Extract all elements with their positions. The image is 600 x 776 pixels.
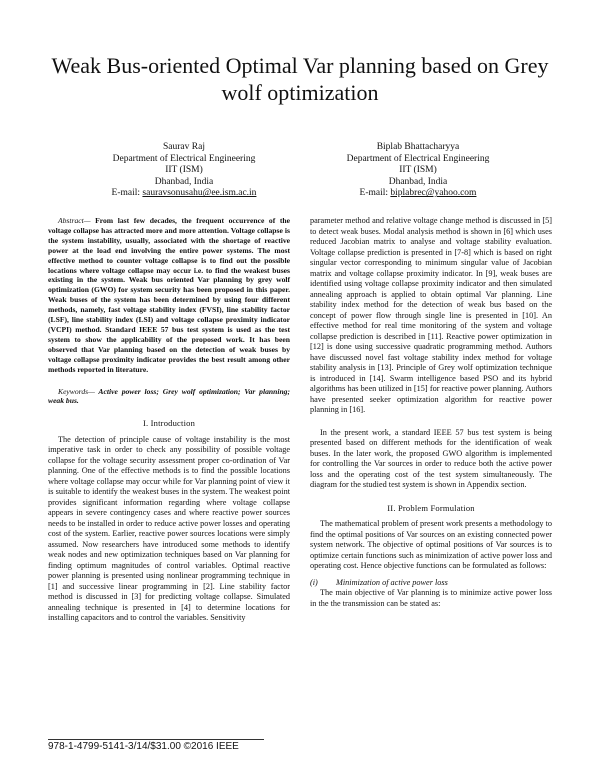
author-email-link[interactable]: sauravsonusahu@ee.ism.ac.in — [142, 188, 257, 199]
author-institute: IIT (ISM) — [399, 165, 437, 176]
email-label: E-mail: — [111, 188, 141, 199]
section-heading-introduction: I. Introduction — [142, 418, 196, 429]
author-institute: IIT (ISM) — [165, 165, 203, 176]
keywords-text: Active power loss; Grey wolf optimization; Var planning; weak bus. — [48, 386, 290, 406]
subsection-number: (i) — [310, 577, 318, 587]
author-email-line — [64, 188, 304, 200]
keywords-label: Keywords— — [58, 386, 95, 396]
author-city: Dhanbad, India — [154, 176, 214, 187]
author-name: Saurav Raj — [163, 142, 205, 152]
footer-rule — [48, 739, 264, 740]
subsection-title: Minimization of active power loss — [336, 577, 448, 587]
author-email-line — [298, 188, 538, 200]
subsection-paragraph: The main objective of Var planning is to minimize active power loss in the the transmission can be stated as: — [310, 588, 552, 608]
right-column — [310, 216, 552, 609]
intro-paragraph: The detection of principle cause of voltage instability is the most imperative task in order to check any possibility of possible voltage collapse for the voltage security assessment proper co-ordination of Var planning. One of the effective methods is to find the possible locations where voltage collapse may occur while for Var planning point of view it is suitable to identify the weakest buses in the system. The weakest point provides significant information regarding where voltage collapse appears in severe contingency cases and where reactive power sources needs to be installed in order to reduce active power losses and operating cost of the system. Earlier, reactive power sources locations were simply assumed. Now researchers have introduced some methods to identify weak nodes and new optimization techniques based on Var planning for finding optimum magnitudes of control variables. Optimal reactive power planning is presented using nonlinear programming technique in [1] and successive linear programming in [2]. Line stability factor method is discussed in [3] for predicting voltage collapse. Simulated annealing technique is presented in [4] to determine locations for installing capacitors and to control the variables. Sensitivity — [48, 434, 290, 623]
author-email-link[interactable]: biplabrec@yahoo.com — [390, 188, 477, 199]
present-work-paragraph: In the present work, a standard IEEE 57 bus test system is being presented based on different methods for the identification of weak buses. In the later work, the proposed GWO algorithm is implemented for controlling the Var sources in order to reduce both the active power loss and the operating cost of the test system simultaneously. The diagram for the studied test system is shown in Appendix section. — [310, 427, 552, 489]
abstract-label: Abstract— — [58, 216, 91, 225]
section-heading-problem-formulation: II. Problem Formulation — [387, 502, 475, 513]
author-block-1 — [64, 142, 304, 200]
copyright-footer: 978-1-4799-5141-3/14/$31.00 ©2016 IEEE — [48, 741, 239, 752]
author-block-2 — [298, 142, 538, 200]
keywords — [48, 387, 290, 407]
intro-continued-paragraph: parameter method and relative voltage change method is discussed in [5] to detect weak buses. Modal analysis method is shown in [6] which uses reduced Jacobian matrix to analyse and voltage stability evaluation. Voltage collapse prediction is presented in [7-8] which is based on right singular vector corresponding to minimum singular value of Jacobian matrix and voltage collapse proximity indicator. In [9], weak buses are identified using voltage collapse proximity indicator and then simulated annealing approach is applied to obtain optimal Var planning. Line stability index method for the detection of weak bus based on the concept of power flow through single line is presented in [10]. An effective method for real time monitoring of the system and voltage collapse prediction is described in [11]. Reactive power optimization in [12] is done using successive quadratic programming method. Authors have discussed novel fast voltage stability index method for voltage stability analysis in [13]. Principle of Grey wolf optimization technique is introduced in [14]. Swarm intelligence based PSO and its hybrid algorithms has been utilized in [15] for reactive power planning. Authors have presented seeker optimization algorithm for reactive power planning in [16]. — [310, 216, 552, 414]
paper-title: Weak Bus-oriented Optimal Var planning based on Grey wolf optimization — [51, 53, 549, 105]
problem-paragraph: The mathematical problem of present work presents a methodology to find the optimal positions of Var sources on an existing connected power system network. The objective of optimal positions of Var sources is to optimize certain functions such as minimization of active power loss and operating cost. Hence objective functions can be formulated as follows: — [310, 519, 552, 570]
left-column — [48, 216, 290, 624]
abstract — [48, 216, 290, 375]
abstract-text: From last few decades, the frequent occurrence of the voltage collapse has attracted more and more attention. Voltage collapse is the system instability, usually, associated with the shortage of reactive power at the load end involving the entire power systems. The most effective method to counter voltage collapse is to find out the possible locations where voltage collapse may occur i.e. to find the weakest buses existing in the system. Weak bus oriented Var planning by grey wolf optimization (GWO) for system security has been proposed in this paper. Weak buses of the system has been determined by using four different methods, namely, fast voltage stability index (FVSI), line stability factor (LSF), line stability index (LSI) and voltage collapse proximity indicator (VCPI) method. Standard IEEE 57 bus test system is used as the test system to show the applicability of the proposed work. It has been observed that Var planning based on the detection of weak buses by voltage collapse proximity indicator provides the best result among other methods reported in literature. — [48, 216, 290, 374]
author-name: Biplab Bhattacharyya — [376, 142, 460, 152]
author-city: Dhanbad, India — [388, 176, 448, 187]
email-label: E-mail: — [359, 188, 389, 199]
subsection-heading — [310, 578, 552, 589]
author-dept: Department of Electrical Engineering — [112, 153, 256, 164]
author-dept: Department of Electrical Engineering — [346, 153, 490, 164]
